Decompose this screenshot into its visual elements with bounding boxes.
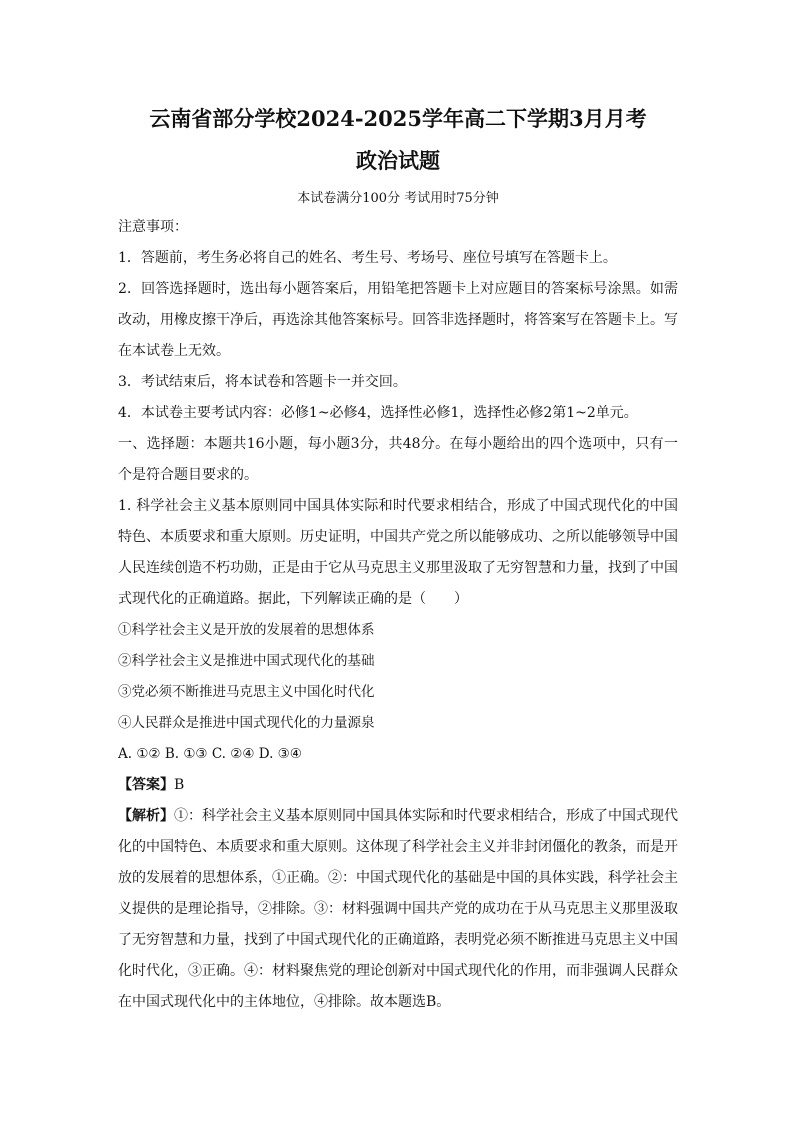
answer-label: 【答案】 xyxy=(118,777,174,793)
statement-3: ③党必须不断推进马克思主义中国化时代化 xyxy=(118,684,375,700)
analysis-label: 【解析】 xyxy=(118,808,174,824)
answer-choices: A. ①② B. ①③ C. ②④ D. ③④ xyxy=(118,746,302,762)
question-stem: 1. 科学社会主义基本原则同中国具体实际和时代要求相结合，形成了中国式现代化的中国特色、本质要求和重大原则。历史证明，中国共产党之所以能够成功、之所以能够领导中国人民连续创造不朽功勋，正是由于它从马克思主义那里汲取了无穷智慧和力量，找到了中国式现代化的正确道路。据此，下列解读正确的是（ ） xyxy=(118,498,678,607)
analysis-text: ①：科学社会主义基本原则同中国具体实际和时代要求相结合，形成了中国式现代化的中国特色、本质要求和重大原则。这体现了科学社会主义并非封闭僵化的教条，而是开放的发展着的思想体系，①正确。②：中国式现代化的基础是中国的具体实践，科学社会主义提供的是理论指导，②排除。③：材料强调中国共产党的成功在于从马克思主义那里汲取了无穷智慧和力量，找到了中国式现代化的正确道路，表明党必须不断推进马克思主义中国化时代化，③正确。④：材料聚焦党的理论创新对中国式现代化的作用，而非强调人民群众在中国式现代化中的主体地位，④排除。故本题选B。 xyxy=(118,808,678,1010)
statement-1: ①科学社会主义是开放的发展着的思想体系 xyxy=(118,622,375,638)
exam-info: 本试卷满分100分 考试用时75分钟 xyxy=(297,191,499,206)
exam-subtitle: 政治试题 xyxy=(356,148,440,173)
exam-title: 云南省部分学校2024-2025学年高二下学期3月月考 xyxy=(149,106,647,131)
section-heading: 一、选择题：本题共16小题，每小题3分，共48分。在每小题给出的四个选项中，只有一个是符合题目要求的。 xyxy=(118,436,678,483)
notice-item-4: 4．本试卷主要考试内容：必修1~必修4，选择性必修1，选择性必修2第1~2单元。 xyxy=(118,405,638,421)
answer-value: B xyxy=(174,777,185,793)
analysis-paragraph xyxy=(118,801,678,1018)
notice-item-2: 2．回答选择题时，选出每小题答案后，用铅笔把答题卡上对应题目的答案标号涂黑。如需改动，用橡皮擦干净后，再选涂其他答案标号。回答非选择题时，将答案写在答题卡上。写在本试卷上无效。 xyxy=(118,281,678,359)
answer-line xyxy=(118,770,678,801)
exam-page xyxy=(118,100,678,1018)
statement-4: ④人民群众是推进中国式现代化的力量源泉 xyxy=(118,715,375,731)
statement-2: ②科学社会主义是推进中国式现代化的基础 xyxy=(118,653,375,669)
notice-item-1: 1．答题前，考生务必将自己的姓名、考生号、考场号、座位号填写在答题卡上。 xyxy=(118,250,617,266)
notice-heading: 注意事项： xyxy=(118,219,188,235)
notice-item-3: 3．考试结束后，将本试卷和答题卡一并交回。 xyxy=(118,374,407,390)
